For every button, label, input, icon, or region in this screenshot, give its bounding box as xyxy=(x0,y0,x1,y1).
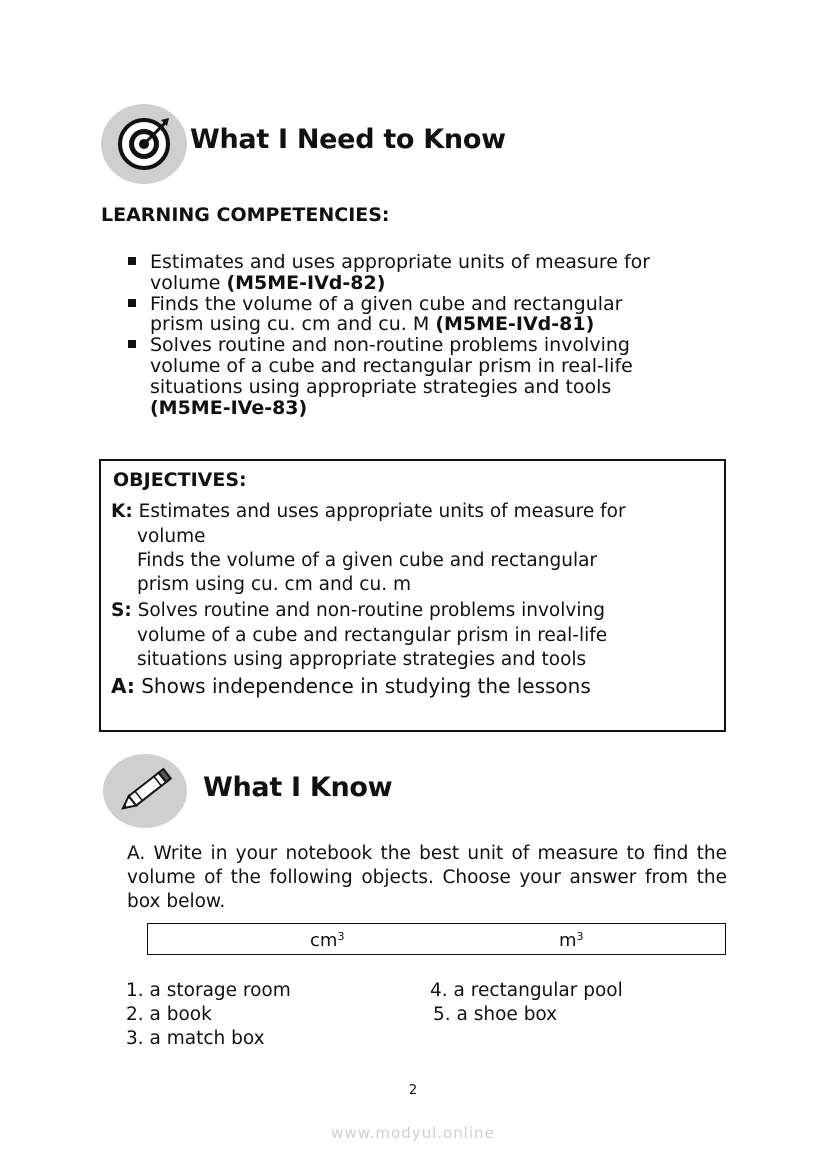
objectives-box: OBJECTIVES: K: Estimates and uses appropriate units of measure for volume Finds the volume of a given cube and rectangular prism using cu. cm and cu. m S: Solves routine and non-routine problems involving volume of a cube and rectangular prism in real-life situations using appropriate strategies and tools A: Shows independence in studying the lessons xyxy=(99,459,726,732)
objective-a: A: Shows independence in studying the lessons xyxy=(111,674,591,698)
competency-code: (M5ME-IVe-83) xyxy=(150,396,308,419)
unit-cubic-centimeter: $cm^3$ xyxy=(310,930,345,951)
watermark: www.modyul.online xyxy=(331,1124,495,1142)
list-item: 4. a rectangular pool xyxy=(430,980,623,1001)
question-a-intro: A. Write in your notebook the best unit of measure to find the volume of the following objects. Choose your answer from the box below. xyxy=(127,843,727,912)
competency-code: (M5ME-IVd-81) xyxy=(435,313,595,336)
page-number: 2 xyxy=(408,1083,418,1098)
unit-cubic-meter: $m^3$ xyxy=(559,930,584,951)
competency-item: Solves routine and non-routine problems involving volume of a cube and rectangular prism in real-life situations using appropriate strategies and tools (M5ME-IVe-83) xyxy=(126,335,726,418)
section-title-what-i-need-to-know: What I Need to Know xyxy=(190,124,506,155)
list-item: 1. a storage room xyxy=(126,980,291,1001)
competency-item: Finds the volume of a given cube and rectangular prism using cu. cm and cu. M (M5ME-IVd-81) xyxy=(126,294,726,336)
pencil-icon xyxy=(103,754,187,828)
target-icon xyxy=(101,104,187,184)
competencies-list xyxy=(126,252,726,418)
objective-s: S: Solves routine and non-routine problems involving xyxy=(111,600,605,621)
list-item: 3. a match box xyxy=(126,1028,265,1049)
competencies-heading: LEARNING COMPETENCIES: xyxy=(101,204,390,226)
competency-item: Estimates and uses appropriate units of measure for volume (M5ME-IVd-82) xyxy=(126,252,726,294)
objective-k: K: Estimates and uses appropriate units of measure for xyxy=(111,501,626,522)
target-icon-badge xyxy=(101,104,187,184)
section-title-what-i-know: What I Know xyxy=(203,772,393,803)
units-answer-box xyxy=(147,923,726,955)
pencil-icon-badge xyxy=(103,754,187,828)
objectives-heading: OBJECTIVES: xyxy=(113,469,247,491)
competency-code: (M5ME-IVd-82) xyxy=(226,271,386,294)
list-item: 2. a book xyxy=(126,1004,212,1025)
list-item: 5. a shoe box xyxy=(433,1004,558,1025)
